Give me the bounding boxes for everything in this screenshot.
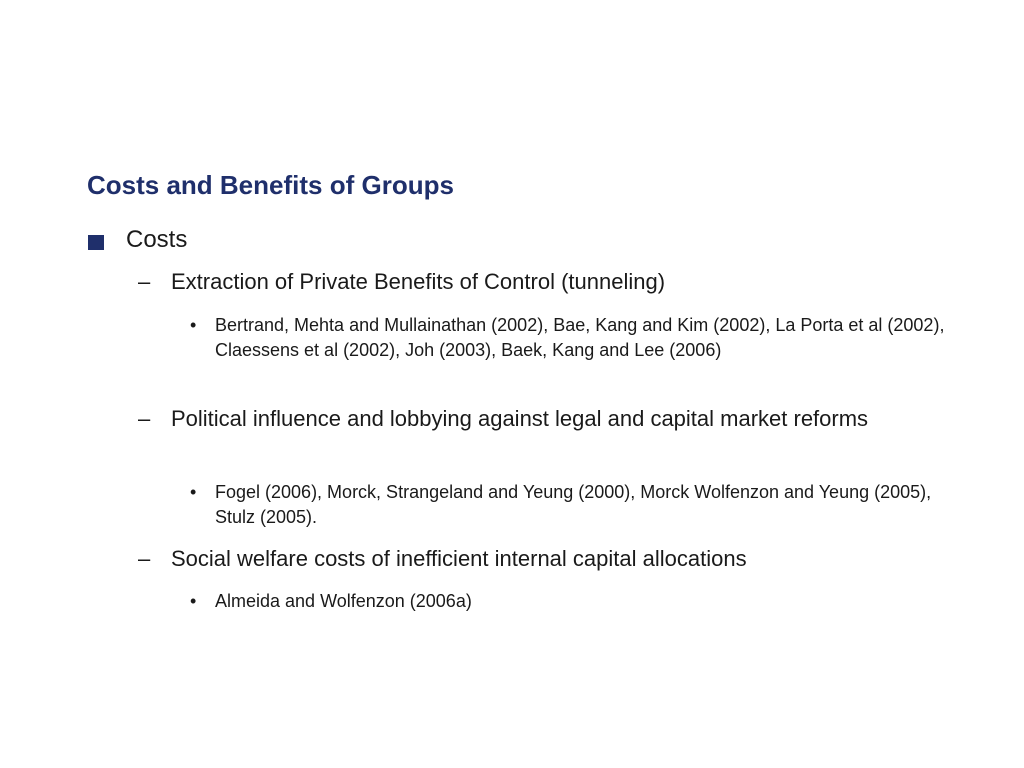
- dash-marker: –: [138, 406, 151, 431]
- list-item-text: Extraction of Private Benefits of Control (tunneling): [171, 269, 666, 294]
- dash-marker: –: [138, 269, 151, 294]
- sub-list-item-text: Almeida and Wolfenzon (2006a): [215, 591, 472, 611]
- dot-marker: •: [190, 591, 197, 611]
- list-item-text: Political influence and lobbying against legal and capital market reforms: [171, 406, 869, 431]
- sub-list-item: [190, 480, 950, 530]
- square-bullet-icon: [88, 235, 104, 250]
- dash-marker: –: [138, 546, 151, 571]
- slide-title: Costs and Benefits of Groups: [87, 170, 454, 200]
- sub-list-item-text: Fogel (2006), Morck, Strangeland and Yeung (2000), Morck Wolfenzon and Yeung (2005), Stulz (2005).: [215, 482, 932, 527]
- list-item: [138, 266, 928, 298]
- list-item: [138, 403, 928, 435]
- bullet-label: Costs: [126, 226, 188, 253]
- list-item: [138, 543, 928, 575]
- list-item-text: Social welfare costs of inefficient internal capital allocations: [171, 546, 747, 571]
- dot-marker: •: [190, 482, 197, 502]
- sub-list-item: [190, 589, 950, 614]
- dot-marker: •: [190, 315, 197, 335]
- sub-list-item: [190, 313, 950, 363]
- sub-list-item-text: Bertrand, Mehta and Mullainathan (2002), Bae, Kang and Kim (2002), La Porta et al (2002), Claessens et al (2002), Joh (2003), Baek, Kang and Lee (2006): [215, 315, 945, 360]
